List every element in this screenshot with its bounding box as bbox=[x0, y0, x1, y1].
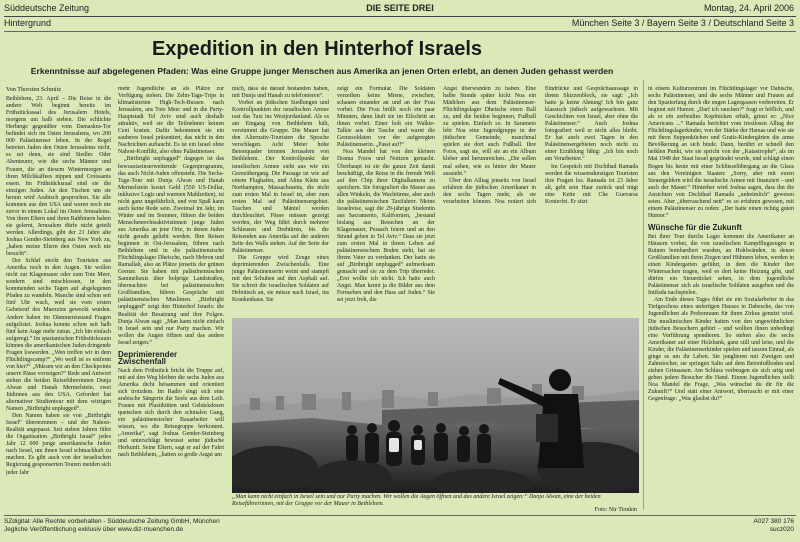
paragraph: mehr Jugendliche an als Plätze zur Verfügung stehen. Die Zehn-Tage-Trips in klimatisierten High-Tech-Bussen nach Jerusalem, ans Tote Meer und in die Party-Hauptstadt Tel Aviv sind auch deshalb attraktiv, weil sie die Teilnehmer keinen Cent kosten. Dafür bekommen sie ein sauberes Israel präsentiert, das nicht in den Nachrichten auftaucht. Es ist ein Israel ohne Nahost-Konflikt, also ohne Palästinenser. bbox=[118, 86, 224, 156]
article-column-1 bbox=[6, 86, 111, 512]
footer-divider bbox=[4, 515, 796, 516]
article-headline: Expedition in den Hinterhof Israels bbox=[151, 38, 483, 60]
issue-date: Montag, 24. April 2006 bbox=[703, 3, 794, 13]
crosshead: Deprimierender Zwischenfall bbox=[118, 349, 178, 366]
section-label: Hintergrund bbox=[4, 18, 52, 28]
paper-name: Süddeutsche Zeitung bbox=[4, 3, 90, 13]
column-rule bbox=[643, 80, 644, 510]
paragraph: mich, dass sie darauf bestanden haben, mit Dunja und Hanah zu telefonieren“. bbox=[232, 86, 329, 100]
footer-left bbox=[4, 518, 220, 534]
paragraph: Über den Alltag jenseits von Israel erfahren die jüdischen Amerikaner in den sechs Tagen mehr, als sie verarbeiten können. Noa notiert sich Eindrücke und Gesprächsaussage in ihrem Skizzenblock, sie sagt: „Ich hatte ja keine Ahnung! Ich bin ganz klassisch jüdisch aufgewachsen. Mit Geschichten von Israel, aber ohne die Palästinenser.“ Auch Joshua fotografiert weil er nicht alles bleibt. Er hat auch zwei Tagen in den Palästinensergebieten noch nicht zu einer Erzählung fähig: „Ich bin noch am Verarbeiten.“ bbox=[443, 86, 638, 205]
paragraph: Den Namen haben sie von „Birthright Israel“ übernommen – und der Nahost-Realität angepasst. Seit sieben Jahren führt die Organisation „Birthright Israel“ jedes Jahr 12 000 junge amerikanische Juden nach Israel, um ihnen Israel schmackhaft zu machen. Es gibt auch von der israelischen Regierung gesponserten Touren meiden sich jeder Jahr bbox=[6, 413, 111, 476]
publication-notice: Jegliche Veröffentlichung exklusiv über www.diz-muenchen.de bbox=[4, 526, 184, 533]
photo-credit: Foto: Nir Tionkin bbox=[594, 507, 637, 514]
page-title: DIE SEITE DREI bbox=[366, 3, 434, 13]
paragraph: „Birthright unplugged“ dagegen ist das bewusstseinserweiternde Gegenprogramm, das auch Nicht-Juden offensteht. Die Sechs-Tage-Tour mit Dunja Alwan und Hanah Mermelstein kostet Geld (550 US-Dollar, inklusive Logis und warmen Mahlzeiten), ist nicht ganz ungefährlich, und von Spaß kann auch keine Rede sein. Zweimal im Jahr, im Winter und im Sommer, führen die beiden Menschenrechtsaktivistinnen junge Juden aus Amerika an jene Orte, in denen Juden nicht gerade geliebt werden. Ihre Reisen beginnen in Ost-Jerusalem, führen nach Bethlehem und in die palästinensische Flüchtlingslager Dheische, nach Hebron und Ramallah, also an Plätze jenseits der grünen Grenze. Sie haben mit palästinensischen Sammeltaxis über holprige Landstraßen, übernachten bei palästinensischen Großfamilien, führen Gespräche mit palästinensischen Muslimen. „Birthright unplugged“ zeigt den Hinterhof Israels: die Realität der Besatzung und ihre Folgen. Dunja Alwan sagt: „Man kann nicht einfach in Israel sein und nur Party machen. Wir wollen die Augen öffnen und das andere Israel zeigen.“ bbox=[118, 156, 224, 346]
copyright-notice: SZdigital: Alle Rechte vorbehalten - Süddeutsche Zeitung GmbH, München bbox=[4, 518, 220, 525]
paragraph: Nach dem Frühstück bricht die Truppe auf, mit auf den Weg bleiben die sechs Juden aus Amerika dicht beisammen und orientiert sich trotzdem. Im Radio singt sich eine arabische Sängerin die Seele aus dem Leib. Frauen mit Plastiktüten und Gebäckdosen quetschen sich durch den schmalen Gang, ein palästinensischer Bauarbeiter will wissen, wo die Reisegruppe herkommt. „Amerika“, sagt Joshua Gender-Steinberg und unterschlägt bewusst seine jüdische Herkunft. Seine Eltern, sagt er auf der Fahrt nach Bethlehem, „hatten so große Angst um bbox=[118, 367, 224, 459]
article-column-5 bbox=[443, 86, 638, 316]
photo-caption bbox=[232, 494, 639, 514]
paragraph: Der Schlaf steckt den Touristen aus Amerika noch in den Augen. Sie wollen nicht zur Klagemauer oder zum Tote Meer, sondern sind entschlossen, in den kommenden sechs Tagen auf abgelegenen Pfaden zu wandeln. Manche sind schon seit fünf Uhr wach, weil sie vom ersten Gebetsruf des Muezzins geweckt wurden. Andere haben im Dämmerzustand Fragen aufgelistet. Joshua konnte schon seit halb fünf kein Auge mehr zutun. „Ich bin einfach aufgeregt.“ Im spartanischen Frühstückraum können die amerikanischen Juden dringende Fragen loswerden. „Wen treffen wir in dem Flüchtlingscamp?“ „Wo weiß ist es entfernt von hier?“ „Müssen wir an den Checkpoints unsere Pässe vorzeigen?“ Rede und Antwort stehen die beiden Reiseführerinnen Dunja Alwan und Hanah Mermelstein, zwei Jüdinnen aus den USA. Gefordert hat alternativer Studientour mit dem witzigen Namen „Birthright unplugged“. bbox=[6, 258, 111, 413]
paragraph: Im Gespräch mit Dschihad Ramada werden die wissensdurstigen Touristen ihre Fragen los. Ramada ist 23 Jahre alt, geht sein Haar zurück und trägt eine Kette mit Che Guevaras Konterfei. Er sitzt bbox=[545, 163, 638, 205]
paragraph: Die Gruppe wird Zeuge eines deprimierenden Zwischenfalls. Eine junge Palästinenserin weint und stampft mit den Schuhen auf den Asphalt auf. Sie schreit die israelischen Soldaten auf Hebräisch an, sie müsse nach Israel, ins Krankenhaus. Sie bbox=[232, 255, 329, 304]
paragraph: Bethlehem, 23. April – Die Reise in die andere Welt beginnt bereits im Frühstückssaal des Jerusalem Hotels, morgens um halb sieben. Die schlichte Herberge gegenüber vom Damaskus-Tor befindet sich im Osten Jerusalems, wo 200 000 Palästinenser leben. In der Regel betreten Juden den Osten Jerusalems nicht, es sei denn, sie sind Siedler. Oder Abenteurer, wie die sechs Männer und Frauen, die an diesem Wintermorgen an ihren Milchkaffees nippen und Croissants essen. Im Frühstücksraal sind sie die einzigen Juden. An den Tischen um sie herum wird Arabisch gesprochen. Sie alle kommen aus den USA und waren noch nie zuvor in einem Lokal im Osten Jerusalems. Von ihren Eltern und ihren Rabbinern haben sie gelernt, Jerusalem dürfe nicht geteilt werden. Allerdings, gibt der 21 Jahre alte Joshua Gender-Steinberg aus New York zu, „haben meine Eltern den Osten noch nie besucht“. bbox=[6, 96, 111, 258]
article-column-4 bbox=[337, 86, 435, 316]
masthead-divider bbox=[4, 16, 796, 17]
article-subheadline: Erkenntnisse auf abgelegenen Pfaden: Was eine Gruppe junger Menschen aus Amerika an jenen Orten erlebt, an denen Juden gehasst werden bbox=[30, 66, 614, 76]
paragraph: Vorbei an jüdischen Siedlungen und Kontrollpunkten der israelischen Armee rast das Taxi ins Westjordanland. Als es am Eingang von Bethlehem hält, verstummt die Gruppe. Die Mauer hat den Alternativ-Touristen die Sprache verschlagen. Acht Meter hohe Betonquader trennen Jerusalem von Bethlehem. Der Kontrollpunkt der israelischen Armee sieht aus wie ein Grenzübergang. Die Passage ist wie auf einem Flughafen, und Alina Klein aus Northampton, Massachusetts, die nicht zum ersten Mal in Israel ist, aber zum ersten Mal auf Palästinensergebiet. Taschen und Mäntel werden durchleuchtet. Pässe müssen gezeigt werden, der Weg führt durch mehrere Schleusen und Drehtüren, bis die Reisenden aus Amerika auf der anderen Seite des Walls stehen. Auf der Seite der Palästinenser. bbox=[232, 100, 329, 255]
paragraph: in einem Kulturzentrum im Flüchtlingslager vor Dahische, sechs Palästinenser, und die sechs Männer und Frauen auf den Spazierfang durch die engen Lagergassen vorbereiten. Er beginnt mit Humor. „Darf ich rauchen?“ fragt er höflich, und als er ein zerbeultes Kopfnicken erhält, grinst er: „Nice Americans ...“ Ramada berichtet vom trostlosen Alltag der Flüchtlingslagerkinder, von der Stärke der Hamas und wie sie mit ihren Suppenküchen und Gratis-Kindergärten die arme Bevölkerung an sich binde. Dann, berührt er schnell den heiklen Punkt, wie sie spricht von der „Katastrophe“, als im Mai 1948 der Staat Israel gegründet wurde, und schlägt einen Bogen bis heute mit einer Schlüsselübergang an die Glaus aus den Vereinigten Staaten: „Sorry, aber mit euren Steuergeldern wird die israelische Armee mit finanziert – und auch der Mauer.“ Hinterher wird Joshua sagen, dass ihn die Ansichten von Dschihad Ramada „unheimlich“ gewesen seien. Aber „überraschend nett“ es so erfahren gewesen, mit einem Palästinenser zu reden: „Der hatte einen richtig guten Humor.“ bbox=[648, 86, 794, 219]
section-bar bbox=[0, 18, 800, 30]
article-author: Von Thorsten Schmitz bbox=[6, 86, 62, 93]
caption-text: „Man kann nicht einfach in Israel sein und nur Party machen. Wir wollen die Augen öffnen und das andere Israel zeigen:“ Dunja Alwan, eine der beiden Reiseführerinnen, mit der Gruppe vor der Mauer in Bethlehem. bbox=[232, 494, 601, 507]
article-column-6 bbox=[648, 86, 794, 512]
edition-pages: München Seite 3 / Bayern Seite 3 / Deutschland Seite 3 bbox=[571, 18, 794, 28]
crosshead: Wünsche für die Zukunft bbox=[648, 222, 742, 232]
photo-image-icon bbox=[232, 318, 639, 493]
article-column-2 bbox=[118, 86, 224, 512]
paragraph: Angst überwunden zu haben. Eine halbe Stunde später kickt Noa ein Mädchen aus dem Palästinenser-Flüchtlingslager Dheische einen Ball zu, und die beiden beginnen, Fußball zu spielen. Einfach so. In Sarameto lebt Noa eine Jugendgruppe in der jüdischen Gemeinde, manchmal spielen sie dort auch Fußball. Ihre Fotos, sagt sie, will sie an ein Album kleber und herumreichen. „Die sollen mal sehen, wie es hinter der Mauer aussieht.“ bbox=[443, 86, 536, 177]
article-column-3 bbox=[232, 86, 329, 316]
paragraph: Bei ihrer Tour durchs Lager kommen die Amerikaner an Häusern vorbei, die von israelischen Kampfflugzeugen in Ruinen bombardiert wurden, an Hohlwänden, in denen Großfamilien mit ihren Ziegen und Hühnern leben, werden in einen Kindergarten geführt, in dem die Kinder ihre Wintersachen tragen, weil es dort keine Heizung gibt, und dürfen ein Steuerticket sehen, in dem jugendliche Palästinenser sich als israelische Soldaten ausgeben und die Intifada nachspielen. bbox=[648, 233, 794, 297]
document-code: A027 380 176 bbox=[753, 518, 794, 525]
article-photo bbox=[232, 318, 639, 493]
paragraph: zeigt ein Formular. Die Soldaten verzeihen keine Miene, zwischen, schauen einander an und an der Frau vorbei. Die Frau brüllt noch ein paar Minuten, dann läuft sie im Eilschritt an ihnen vorbei. Einer holt ein Walkie-Talkie aus der Tasche und warnt die Grenzsoldaten vor der aufgeregten Palästinenserin. „Passt auf!“ bbox=[337, 86, 435, 149]
document-code-2: sucz020 bbox=[769, 526, 794, 533]
masthead bbox=[0, 3, 800, 15]
footer-right bbox=[754, 518, 794, 534]
paragraph: Am Ende dieses Tages führt sie ein Sozialarbeiter in das Tiefgeschoss eines unfertigen Hauses in Dabesche, das von Jugendlichen als Probenraum für ihren Zirkus genutzt wird. Die muslimischen Kinder hatten von den ungewöhnlichen jüdischen Besuchern gehört – und wollten ihnen unbedingt eine Vorführung spendieren. So stehen also die sechs Amerikaner auf einer Holzbank, ganz still und leise, und die Kinder, die Palästinenserkinder spielen und tanzen Einrad, als ginge es um ihr Leben. Sie jonglieren mit Zweigen und Zahnstocher, sie springen Salto auf dem Betonfußboden und ziehen Grimassen. Am Schluss verbeugen sie sich artig und geben jedem Besucher die Hand. Einem Jugendlichen stellt Noa Mandel die Frage, „Was wünschst du dir für die Zukunft?“ Und statt einer Antwort, überrascht er mit einer Gegenfrage: „Was glaubst du?“ bbox=[648, 297, 794, 403]
paragraph: Noa Mandel hat von den kleinen Drama Fotos und Notizen gemacht. Überhaupt ist sie die ganze Zeit damit beschäftigt, die Reise in die fremde Welt auf den Chip ihrer Digitalkamera zu speichern. Sie fotografiert die Mauer aus allen Winkeln, die Wachtürme, aber auch die palästinensischen Taxifahrer. Meine Israelreise, sagt die 29-jährige Studentin aus Sacramento, Kalifornien, „bestand bislang aus Besuchen an der Klagemauer, Pessach feiern und an den Strand gehen in Tel Aviv.“ Dass sie jetzt zum ersten Mal in ihrem Leben auf palästinensischem Boden steht, hat sie ihrem Vater zu verdanken. Der hatte sie auf „Birthright unplugged“ aufmerksam gemacht und sie zu dem Trip überredet. „Erst wollte ich nicht. Ich hatte auch Angst. Man kennt ja die Bilder aus dem Fernsehen und den Hass auf Juden.“ Sie sei jetzt froh, die bbox=[337, 149, 435, 304]
section-divider bbox=[4, 31, 796, 32]
